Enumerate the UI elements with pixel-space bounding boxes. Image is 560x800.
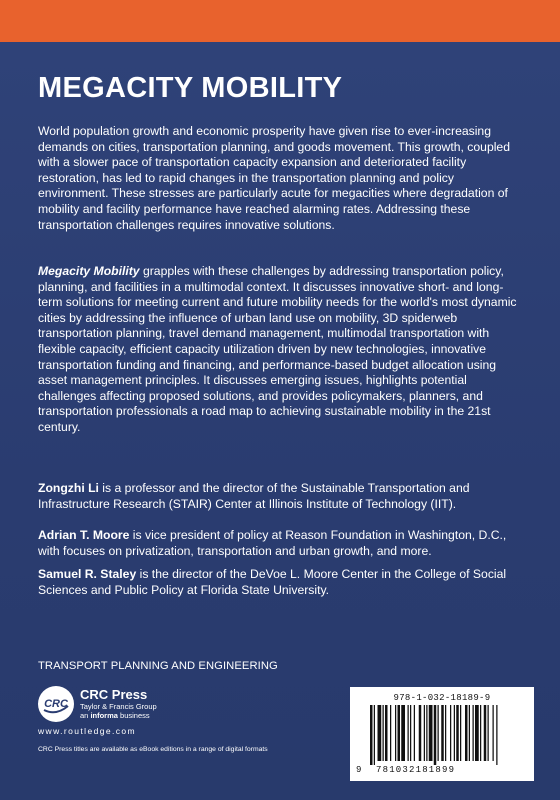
series-name: TRANSPORT PLANNING AND ENGINEERING — [38, 660, 278, 672]
barcode-bar — [480, 705, 481, 761]
barcode-bar — [414, 705, 415, 761]
barcode-bar — [426, 705, 427, 761]
logo-text: CRC — [44, 698, 68, 710]
barcode-bar — [473, 705, 474, 761]
author-name-2: Adrian T. Moore — [38, 528, 130, 542]
isbn-number: 978-1-032-18189-9 — [393, 693, 491, 703]
barcode-bar — [438, 705, 439, 761]
barcode-bar — [456, 705, 459, 761]
barcode-bar — [385, 705, 388, 761]
barcode-bar — [378, 705, 382, 761]
barcode-bar — [429, 705, 433, 761]
barcode-bar — [469, 705, 470, 761]
publisher-block — [80, 688, 157, 720]
barcode-bar — [383, 705, 384, 761]
description-paragraph-1: World population growth and economic prosperity have given rise to ever-increasing demands on cities, transportation planning, and goods movement. This growth, coupled with a slower pace of transportation capacity expansion and deteriorated facility restoration, has led to rapid changes in the transportation planning and policy environment. These stresses are particularly acute for megacities where degradation of mobility and facility performance have reached alarming rates. Addressing these transportation challenges requires innovative solutions. — [38, 124, 510, 232]
barcode-bar — [410, 705, 411, 761]
author-bio-1 — [38, 481, 524, 512]
barcode-bar — [445, 705, 446, 761]
barcode-bar — [370, 705, 373, 765]
informa-prefix: an — [80, 711, 91, 720]
barcode-bar — [493, 705, 494, 761]
author-bio-text-1: is a professor and the director of the Sustainable Transportation and Infrastructure Research (STAIR) Center at Illinois Institute of Technology (IIT). — [38, 481, 470, 511]
description-paragraph-2 — [38, 264, 524, 436]
barcode-bar — [450, 705, 451, 761]
author-bio-text-3: is the director of the DeVoe L. Moore Center in the College of Social Sciences and Public Policy at Florida State University. — [38, 567, 507, 597]
barcode-bar — [484, 705, 487, 761]
barcode-bar — [390, 705, 391, 761]
barcode-bar — [475, 705, 479, 761]
informa-tagline — [80, 711, 157, 720]
author-bio-2 — [38, 528, 524, 559]
ean-first-digit: 9 — [356, 765, 362, 775]
barcode-bar — [401, 705, 405, 761]
informa-brand: informa — [90, 711, 118, 720]
publisher-group: Taylor & Francis Group — [80, 702, 157, 711]
author-bio-text-2: is vice president of policy at Reason Foundation in Washington, D.C., with focuses on privatization, transportation and urban growth, and more. — [38, 528, 507, 558]
ebook-note: CRC Press titles are available as eBook editions in a range of digital formats — [38, 746, 268, 753]
ean-remaining-digits: 781032181899 — [376, 765, 456, 775]
publisher-name: CRC Press — [80, 687, 148, 702]
barcode-bar — [419, 705, 422, 761]
barcode-bars — [354, 705, 530, 765]
barcode-bar — [434, 705, 437, 765]
barcode-bar — [395, 705, 396, 761]
description-paragraph-2-text: grapples with these challenges by addressing transportation policy, planning, and facilities in a multimodal context. It discusses innovative short- and long-term solutions for meeting current and future mobility needs for the world's most dynamic cities by addressing the influence of urban land use on mobility, 3D spiderweb transportation planning, travel demand management, multimodal transportation with flexible capacity, efficient capacity utilization driven by new technologies, innovative transportation funding and financing, and performance-based budget allocation using asset management principles. It discusses emerging issues, highlights potential challenges affecting proposed solutions, and provides policymakers, planners, and transportation professionals a road map to achieving sustainable mobility in the 21st century. — [38, 264, 517, 434]
isbn-barcode — [350, 687, 534, 781]
barcode-bar — [408, 705, 409, 761]
barcode-bar — [424, 705, 425, 761]
orange-header-band — [0, 0, 560, 42]
barcode-bar — [496, 705, 497, 765]
barcode-bar — [374, 705, 375, 765]
barcode-bar — [488, 705, 489, 761]
book-title: MEGACITY MOBILITY — [38, 72, 343, 104]
barcode-bar — [460, 705, 461, 761]
publisher-url: www.routledge.com — [38, 726, 136, 736]
book-title-inline: Megacity Mobility — [38, 264, 140, 278]
informa-suffix: business — [117, 711, 150, 720]
barcode-bar — [441, 705, 444, 761]
barcode-bar — [454, 705, 455, 761]
author-name-1: Zongzhi Li — [38, 481, 99, 495]
barcode-bar — [398, 705, 401, 761]
author-name-3: Samuel R. Staley — [38, 567, 137, 581]
crc-press-logo — [38, 686, 74, 722]
author-bio-3 — [38, 567, 524, 598]
barcode-bar — [465, 705, 468, 761]
